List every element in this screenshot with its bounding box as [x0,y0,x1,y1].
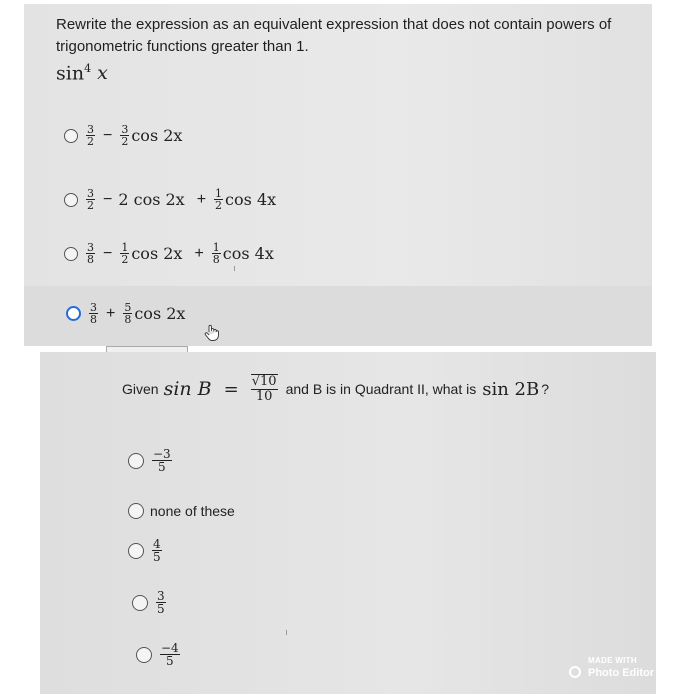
fraction: $\frac{3}{8}$ [90,301,97,326]
radio-button[interactable] [64,193,78,207]
fraction: $\frac{4}{5}$ [153,537,161,564]
radio-button[interactable] [64,129,78,143]
fraction: $\frac{1}{2}$ [215,187,223,212]
option-expression: $\frac{3}{2}$ − 2 cos 2x + $\frac{1}{2}$ cos 4x [87,187,277,212]
photo-editor-watermark [568,654,658,690]
hand-cursor-icon [204,324,220,342]
radio-button[interactable] [64,247,78,261]
question2-text: and B is in Quadrant II, what is [285,381,477,397]
sin2B-expression: sin 2B [482,378,540,400]
radio-button[interactable] [128,543,144,559]
equals-sign: = [223,378,239,400]
fraction: $\frac{3}{5}$ [157,589,165,616]
expression-variable: x [97,62,108,85]
radio-button-active[interactable] [66,306,81,321]
question1-prompt-line1: Rewrite the expression as an equivalent expression that does not contain powers of [56,16,612,33]
radio-button[interactable] [136,647,152,663]
option-label: none of these [150,503,235,519]
radio-button[interactable] [132,595,148,611]
fraction: $\frac{3}{2}$ [87,187,94,212]
option-expression: $\frac{3}{8}$ − $\frac{1}{2}$ cos 2x + $\frac{1}{8}$ cos 4x [87,241,274,266]
q2-option-b[interactable] [128,503,235,519]
watermark-circle-icon [569,666,581,678]
option-expression: $\frac{3}{2}$ − $\frac{3}{2}$ cos 2x [87,123,183,148]
q2-option-e[interactable] [136,642,182,667]
fraction: $\frac{3}{2}$ [121,123,129,148]
q1-option-c[interactable] [64,242,274,265]
fraction: $\frac{3}{2}$ [87,123,94,148]
fraction: $\frac{-3}{5}$ [153,447,171,474]
fraction: $\frac{-4}{5}$ [161,641,179,668]
option-expression: $\frac{3}{8}$ + $\frac{5}{8}$ cos 2x [90,301,186,326]
expression-exponent: 4 [84,62,92,75]
q1-option-a[interactable] [64,124,182,147]
fraction: $\frac{1}{8}$ [212,241,220,266]
q2-option-a[interactable] [128,448,174,473]
fraction: $\frac{3}{8}$ [87,241,94,266]
given-label: Given [122,381,159,397]
stray-mark [234,266,235,271]
q1-option-d[interactable] [66,302,185,325]
watermark-line1: MADE WITH [588,656,637,665]
q2-option-d[interactable] [132,590,168,615]
stray-mark [286,630,287,635]
expression-func: sin [56,62,85,85]
q2-option-c[interactable] [128,538,164,563]
sinB-expression: sin B [163,378,212,400]
question1-expression [56,62,108,85]
question2-prompt: Given sin B = $\frac{√10}{10}$ and B is in Quadrant II, what is sin 2B ? [122,374,550,404]
q1-option-b[interactable] [64,188,276,211]
sinB-value-fraction: $\frac{√10}{10}$ [251,374,277,404]
question1-prompt-line2: trigonometric functions greater than 1. [56,38,309,55]
radio-button[interactable] [128,453,144,469]
fraction: $\frac{1}{2}$ [121,241,129,266]
radio-button[interactable] [128,503,144,519]
watermark-line2: Photo Editor [588,667,654,679]
fraction: $\frac{5}{8}$ [124,301,132,326]
